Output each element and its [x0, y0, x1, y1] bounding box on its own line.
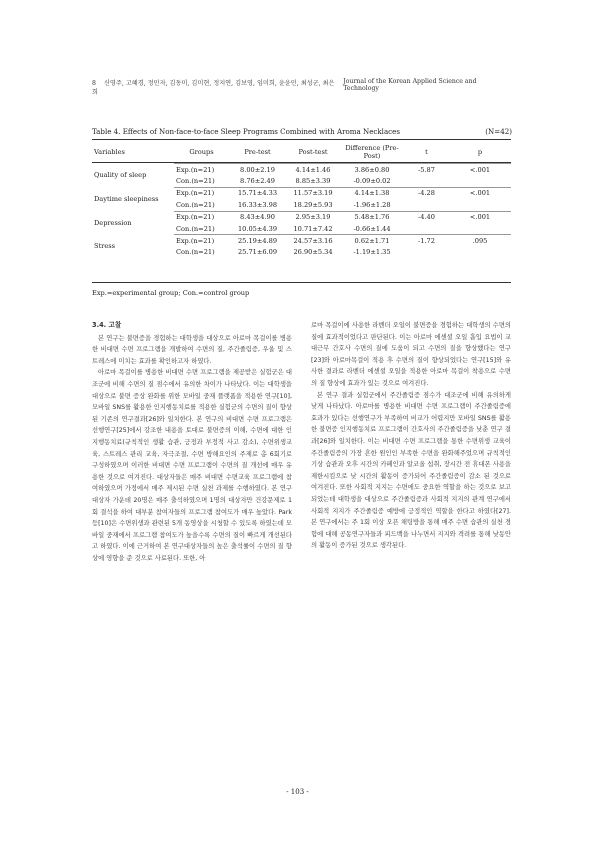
- row-p: <.001: [449, 164, 511, 176]
- row-pre: 15.71±4.33: [229, 187, 286, 199]
- table-top-rule: [92, 139, 511, 140]
- row-group: Exp.(n=21): [174, 211, 229, 223]
- row-diff: -0.66±1.44: [353, 224, 391, 233]
- row-post: 4.14±1.46: [286, 164, 340, 176]
- row-t: -5.87: [404, 164, 449, 176]
- col-groups: Groups: [189, 148, 214, 156]
- row-pre: 8.43±4.90: [229, 211, 286, 223]
- row-post: 10.71±7.42: [293, 224, 333, 233]
- section-title: 3.4. 고찰: [92, 321, 122, 329]
- row-post: 2.95±3.19: [286, 211, 340, 223]
- row-pre: 25.71±6.09: [237, 248, 278, 257]
- row-diff: 4.14±1.38: [340, 187, 404, 199]
- row-diff: 3.86±0.80: [340, 164, 404, 176]
- col-posttest: Post-test: [298, 148, 328, 156]
- table-row: [92, 211, 511, 223]
- row-group: Con.(n=21): [176, 177, 215, 186]
- row-variable: Stress: [94, 242, 115, 251]
- row-diff: -1.96±1.28: [353, 200, 391, 209]
- row-group: Exp.(n=21): [174, 235, 229, 247]
- table-row: [92, 164, 511, 176]
- row-pre: 25.19±4.89: [229, 235, 286, 247]
- row-pre: 10.05±4.39: [237, 224, 278, 233]
- body-paragraph: 아로마 목걸이를 병용한 비대면 수면 프로그램을 제공받은 실험군은 대조군에 비해 수면의 질 점수에서 유의한 차이가 나타났다. 이는 대학생을 대상으로 불면 증상 완화를 위한 모바일 중재 플랫폼을 적용한 연구[10], 모바일 SNS를 활용한 인지행동치료를 적용한 실험군의 수면의 질이 향상된 기존의 연구결과[26]와 일치한다. 본 연구의 비대면 수면 프로그램은 선행연구[25]에서 강조한 내용을 토대로 불면증의 이해, 수면에 대한 인지행동치료(규칙적인 생활 습관, 긍정과 부정적 사고 감소), 수면위생교육, 스트레스 관리 교육, 자극조절, 수면 방해요인의 주제로 총 6회기로 구성하였으며 이러한 비대면 수면 프로그램이 수면의 질 개선에 매우 유용한 것으로 여겨진다. 대상자들은 매주 비대면 수면교육 프로그램에 참여하였으며 가정에서 매주 제시된 수면 실천 과제를 수행하였다. 본 연구 대상자 가운데 20명은 매주 출석하였으며 1명의 대상자만 건강문제로 1회 결석을 하여 대부분 참여자들의 프로그램 참여도가 매우 높았다. Park 등[10]은 수면위생과 관련된 5개 동영상을 시청할 수 있도록 하였는데 모바일 중재에서 프로그램 참여도가 높을수록 수면의 질이 빠르게 개선된다고 하였다. 이에 근거하여 본 연구대상자들의 높은 출석률이 수면의 질 향상에 영향을 준 것으로 사료된다. 또한, 아: [92, 369, 292, 562]
- row-t: -4.28: [404, 187, 449, 199]
- row-p: .095: [449, 235, 511, 247]
- row-t: -1.72: [404, 235, 449, 247]
- col-variables: Variables: [94, 148, 125, 157]
- row-diff: 5.48±1.76: [340, 211, 404, 223]
- table-caption-text: Table 4. Effects of Non-face-to-face Sleep Programs Combined with Aroma Necklaces: [92, 127, 400, 136]
- body-paragraph: 로마 목걸이에 사용한 라벤더 오일이 불면증을 경험하는 대학생의 수면의 질에 효과적이었다고 판단된다. 이는 아로마 에센셜 오일 흡입 요법이 교대근무 간호사 수면의 질에 도움이 되고 수면의 질을 향상했다는 연구[23]와 아로마목걸이 적용 후 수면의 질이 향상되었다는 연구[15]와 유사한 결과로 라벤더 에센셜 오일을 적용한 아로마 목걸이 착용으로 수면의 질 향상에 효과가 있는 것으로 여겨진다.: [311, 322, 511, 387]
- table-row: [92, 187, 511, 199]
- table-header-row: [92, 141, 511, 164]
- row-t: -4.40: [404, 211, 449, 223]
- row-group: Con.(n=21): [176, 248, 215, 257]
- row-group: Con.(n=21): [176, 224, 215, 233]
- row-post: 18.29±5.93: [293, 200, 333, 209]
- results-table: [92, 141, 511, 258]
- row-group: Exp.(n=21): [174, 187, 229, 199]
- header-authors: 신영주, 고혜경, 정민자, 김동미, 김미현, 정지연, 김보영, 임미희, 윤윤민, 최성군, 최은희: [92, 80, 335, 96]
- row-post: 24.57±3.16: [286, 235, 340, 247]
- row-diff: -1.19±1.35: [353, 248, 391, 257]
- running-header: [92, 78, 512, 96]
- row-p: <.001: [449, 211, 511, 223]
- col-difference: Difference (Pre-Post): [345, 144, 399, 160]
- table-n: (N=42): [485, 127, 512, 136]
- header-page: 8: [92, 80, 96, 87]
- table-bottom-rule: [92, 282, 511, 283]
- row-variable: Depression: [94, 218, 132, 227]
- row-diff: 0.62±1.71: [340, 235, 404, 247]
- page-number: - 103 -: [286, 788, 309, 796]
- row-variable: Quality of sleep: [94, 171, 147, 180]
- header-left: [92, 78, 343, 96]
- table-note: Exp.=experimental group; Con.=control group: [92, 289, 250, 297]
- row-post: 26.90±5.34: [293, 248, 333, 257]
- header-journal: Journal of the Korean Applied Science and Technology: [343, 78, 477, 92]
- col-pretest: Pre-test: [244, 148, 271, 156]
- body-paragraph: 본 연구 결과 실험군에서 주간졸림증 점수가 대조군에 비해 유의하게 낮게 나타났다. 아로마를 병용한 비대면 수면 프로그램이 주간졸림증에 효과가 있다는 선행연구가 부족하여 비교가 어렵지만 모바일 SNS를 활용한 불면증 인지행동치료 프로그램이 간호사의 주간졸림증을 낮춘 연구 결과[26]와 일치한다. 이는 비대면 수면 프로그램을 통한 수면위생 교육이 주간졸림증의 가장 흔한 원인인 부족한 수면을 완화해주었으며 규칙적인 기상 습관과 오후 시간의 카페인과 알코올 섭취, 장시간 전 휴대폰 사용을 제한시킴으로 낮 시간의 활동이 증가되어 주간졸림증이 감소 된 것으로 여겨진다. 또한 사회적 지지는 수면에도 중요한 역할을 하는 것으로 보고되었는데 대학생을 대상으로 주간졸림증과 사회적 지지의 관계 연구에서 사회적 지지가 주간졸림증 예방에 긍정적인 역할을 한다고 하였다[27]. 본 연구에서는 주 1회 이상 오픈 채팅방을 통해 매주 수면 습관의 실천 경험에 대해 공동연구자들과 피드백을 나누면서 지지와 격려를 통해 낮동안의 활동이 증가된 것으로 생각된다.: [311, 391, 511, 550]
- row-diff: -0.09±0.02: [353, 177, 391, 186]
- row-post: 8.85±3.39: [295, 177, 331, 186]
- body-column-left: [92, 320, 292, 564]
- body-paragraph: 본 연구는 불면증을 경험하는 대학생을 대상으로 아로마 목걸이를 병용한 비대면 수면 프로그램을 개발하여 수면의 질, 주간졸림증, 우울 및 스트레스에 미치는 효과를 확인하고자 하였다.: [92, 334, 292, 365]
- col-t: t: [425, 148, 428, 156]
- row-variable: Daytime sleepiness: [94, 195, 159, 204]
- table-row: [92, 235, 511, 247]
- row-pre: 8.76±2.49: [240, 177, 275, 186]
- row-group: Con.(n=21): [176, 200, 215, 209]
- col-p: p: [477, 148, 483, 156]
- row-pre: 8.00±2.19: [229, 164, 286, 176]
- row-p: <.001: [449, 187, 511, 199]
- table-caption: [92, 127, 512, 136]
- row-group: Exp.(n=21): [174, 164, 229, 176]
- row-pre: 16.33±3.98: [237, 200, 278, 209]
- body-column-right: [311, 320, 511, 552]
- row-post: 11.57±3.19: [286, 187, 340, 199]
